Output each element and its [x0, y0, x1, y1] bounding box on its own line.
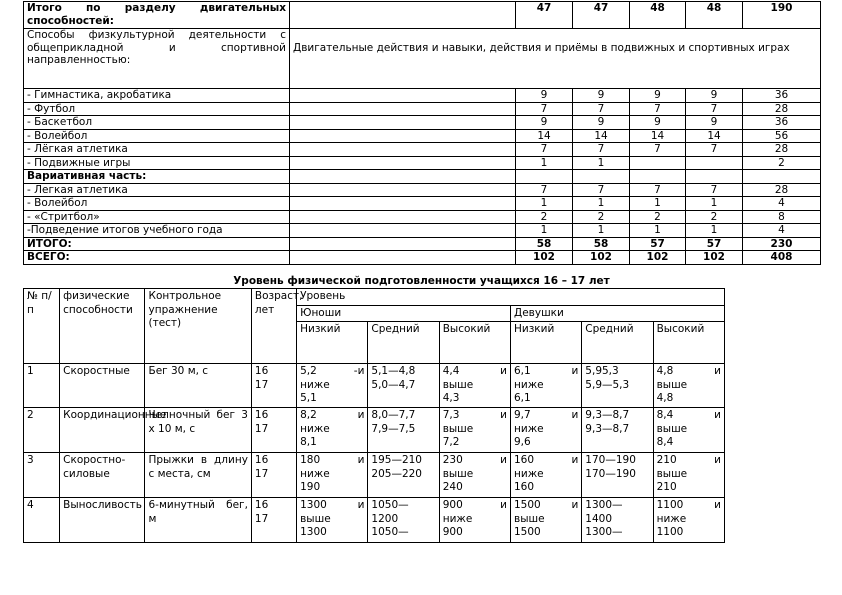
level-value-2: 1500 — [514, 526, 541, 538]
boys-low-cell — [297, 453, 368, 498]
row-empty-cell — [290, 183, 516, 197]
row-age: 16 — [254, 365, 269, 377]
girls-low-cell — [511, 408, 582, 453]
row-label: - Волейбол — [24, 129, 290, 143]
row-value: 7 — [630, 143, 686, 157]
row-value: 57 — [630, 237, 686, 251]
girls-mid-cell — [582, 408, 653, 453]
level-value: 7,3 — [442, 409, 460, 421]
level-value: 6,1 — [514, 365, 531, 377]
level-value-2: 4,3 — [442, 392, 460, 404]
row-value: 14 — [573, 129, 630, 143]
sport-hours-row — [24, 116, 821, 130]
level-range-line: 1050— — [371, 526, 409, 538]
level-value-2: 4,8 — [656, 392, 674, 404]
row-empty-cell — [290, 102, 516, 116]
variative-empty-cell — [573, 170, 630, 184]
level-value: 900 — [442, 499, 463, 511]
level-connector: и — [571, 365, 579, 377]
level-connector: и — [714, 409, 721, 421]
variative-row — [24, 170, 821, 184]
level-range-line: 5,1—4,8 — [371, 365, 416, 377]
row-empty-cell — [290, 156, 516, 170]
row-value: 408 — [743, 251, 821, 265]
row-value: 57 — [686, 237, 743, 251]
boys-mid-cell — [368, 453, 439, 498]
methods-right-cell: Двигательные действия и навыки, действия и приёмы в подвижных и спортивных играх — [290, 29, 821, 89]
total-section-empty-cell — [290, 2, 516, 29]
total-section-label — [24, 2, 290, 29]
row-ages — [251, 498, 296, 543]
row-value: 102 — [516, 251, 573, 265]
header-num: № п/п — [24, 289, 60, 364]
row-value — [630, 156, 686, 170]
row-value: 1 — [573, 197, 630, 211]
row-ability: Координационные — [60, 408, 145, 453]
row-value: 102 — [686, 251, 743, 265]
row-value: 2 — [743, 156, 821, 170]
level-value-2: 8,1 — [300, 436, 317, 448]
row-num: 4 — [24, 498, 60, 543]
level-top-line — [657, 454, 721, 468]
level-word: выше — [656, 378, 688, 391]
header-boys-high: Высокий — [439, 322, 510, 364]
row-value — [686, 156, 743, 170]
level-word: выше — [442, 467, 474, 480]
row-value: 1 — [686, 197, 743, 211]
row-value: 7 — [573, 143, 630, 157]
girls-mid-cell — [582, 498, 653, 543]
total-section-value: 48 — [630, 2, 686, 29]
row-empty-cell — [290, 210, 516, 224]
level-connector: и — [571, 409, 579, 421]
level-top-line — [300, 365, 364, 379]
boys-low-cell — [297, 408, 368, 453]
row-value: 56 — [743, 129, 821, 143]
level-word: ниже — [656, 512, 687, 525]
level-value-2: 7,2 — [442, 436, 460, 448]
row-ability: Скоростные — [60, 364, 145, 408]
level-top-line — [514, 454, 578, 468]
sport-hours-row — [24, 143, 821, 157]
boys-mid-cell — [368, 498, 439, 543]
row-test: Прыжки в длину с места, см — [145, 453, 251, 498]
level-value: 1100 — [656, 499, 684, 511]
level-word: выше — [656, 467, 688, 480]
row-value: 58 — [516, 237, 573, 251]
level-connector: и — [714, 454, 721, 466]
level-word: выше — [656, 422, 688, 435]
level-connector: и — [357, 409, 365, 421]
level-top-line — [300, 454, 364, 468]
level-range-line: 195—210 — [371, 454, 422, 466]
level-range-line: 205—220 — [371, 467, 422, 480]
variative-empty-cell — [516, 170, 573, 184]
row-label: - Гимнастика, акробатика — [24, 89, 290, 103]
level-connector: и — [357, 454, 365, 466]
level-connector: и — [500, 409, 507, 421]
level-top-line — [443, 454, 507, 468]
row-ages — [251, 364, 296, 408]
row-test: Челночный бег 3 х 10 м, с — [145, 408, 251, 453]
row-value: 9 — [516, 116, 573, 130]
level-top-line — [657, 499, 721, 513]
variative-hours-row — [24, 224, 821, 238]
level-top-line — [300, 499, 364, 513]
level-connector: и — [500, 454, 507, 466]
row-value: 2 — [630, 210, 686, 224]
level-value: 1500 — [514, 499, 541, 511]
boys-mid-cell — [368, 408, 439, 453]
level-value: 8,4 — [656, 409, 674, 421]
hours-distribution-table — [23, 1, 821, 265]
boys-high-cell — [439, 408, 510, 453]
sport-hours-row — [24, 102, 821, 116]
row-value: 9 — [516, 89, 573, 103]
header-age: Возраст, лет — [251, 289, 296, 364]
level-value: 180 — [300, 454, 321, 466]
row-ability: Скоростно-силовые — [60, 453, 145, 498]
level-value-2: 1300 — [300, 526, 327, 538]
header-test: Контрольное упражнение (тест) — [145, 289, 251, 364]
header-boys: Юноши — [297, 305, 511, 322]
boys-high-cell — [439, 364, 510, 408]
row-value: 14 — [630, 129, 686, 143]
boys-low-cell — [297, 364, 368, 408]
row-value: 4 — [743, 197, 821, 211]
level-value-2: 900 — [442, 526, 463, 538]
level-connector: и — [357, 499, 365, 511]
row-value: 4 — [743, 224, 821, 238]
header-girls-low: Низкий — [511, 322, 582, 364]
level-range-line: 1050— — [371, 499, 409, 511]
row-label: - Подвижные игры — [24, 156, 290, 170]
row-age: 16 — [254, 409, 269, 421]
level-value: 5,2 — [300, 365, 317, 377]
row-value: 9 — [573, 89, 630, 103]
total-section-value: 190 — [743, 2, 821, 29]
row-empty-cell — [290, 197, 516, 211]
row-ability: Выносливость — [60, 498, 145, 543]
boys-high-cell — [439, 498, 510, 543]
level-top-line — [443, 409, 507, 423]
level-range-line: 9,3—8,7 — [585, 422, 630, 435]
level-word: выше — [300, 512, 331, 525]
row-value: 7 — [686, 102, 743, 116]
row-age: 17 — [254, 378, 269, 391]
total-section-value: 47 — [516, 2, 573, 29]
row-age: 16 — [254, 499, 269, 511]
row-value: 7 — [686, 183, 743, 197]
row-value: 2 — [686, 210, 743, 224]
level-value: 230 — [442, 454, 463, 466]
level-range-line: 8,0—7,7 — [371, 409, 416, 421]
level-word: ниже — [442, 512, 473, 525]
level-range-line: 1300— — [585, 499, 623, 511]
girls-high-cell — [653, 364, 724, 408]
total-section-row — [24, 2, 821, 29]
header-ability: физические способности — [60, 289, 145, 364]
row-value: 2 — [516, 210, 573, 224]
boys-mid-cell — [368, 364, 439, 408]
row-value: 1 — [516, 197, 573, 211]
row-value: 7 — [516, 102, 573, 116]
row-value: 36 — [743, 116, 821, 130]
level-word: ниже — [300, 378, 330, 391]
level-word: выше — [442, 378, 474, 391]
row-value: 7 — [686, 143, 743, 157]
level-value: 8,2 — [300, 409, 317, 421]
row-label: - «Стритбол» — [24, 210, 290, 224]
girls-low-cell — [511, 364, 582, 408]
row-label: - Легкая атлетика — [24, 183, 290, 197]
level-range-line: 1300— — [585, 526, 623, 538]
girls-low-cell — [511, 453, 582, 498]
fitness-row — [24, 408, 725, 453]
level-value-2: 160 — [514, 481, 535, 493]
row-empty-cell — [290, 89, 516, 103]
row-label: - Баскетбол — [24, 116, 290, 130]
row-label: -Подведение итогов учебного года — [24, 224, 290, 238]
row-value: 7 — [573, 102, 630, 116]
row-num: 3 — [24, 453, 60, 498]
level-value: 1300 — [300, 499, 327, 511]
girls-mid-cell — [582, 453, 653, 498]
sport-hours-row — [24, 156, 821, 170]
row-value: 36 — [743, 89, 821, 103]
level-value-2: 240 — [442, 481, 463, 493]
row-value: 14 — [516, 129, 573, 143]
fitness-row — [24, 453, 725, 498]
level-word: выше — [514, 512, 545, 525]
level-word: выше — [442, 422, 474, 435]
fitness-row — [24, 498, 725, 543]
girls-high-cell — [653, 498, 724, 543]
row-value: 14 — [686, 129, 743, 143]
row-value: 1 — [573, 156, 630, 170]
level-top-line — [514, 365, 578, 379]
row-test: Бег 30 м, с — [145, 364, 251, 408]
row-value: 230 — [743, 237, 821, 251]
level-value: 4,4 — [442, 365, 460, 377]
row-value: 7 — [516, 183, 573, 197]
level-connector: и — [714, 365, 721, 377]
level-word: ниже — [514, 467, 544, 480]
girls-mid-cell — [582, 364, 653, 408]
level-connector: и — [500, 365, 507, 377]
row-value: 102 — [630, 251, 686, 265]
variative-hours-row — [24, 183, 821, 197]
level-range-line: 1400 — [585, 512, 613, 525]
variative-empty-cell — [743, 170, 821, 184]
variative-label: Вариативная часть: — [24, 170, 290, 184]
row-value: 28 — [743, 102, 821, 116]
row-ages — [251, 408, 296, 453]
variative-hours-row — [24, 210, 821, 224]
row-value: 7 — [516, 143, 573, 157]
total-row — [24, 251, 821, 265]
row-label: ВСЕГО: — [24, 251, 290, 265]
row-value: 1 — [516, 156, 573, 170]
row-num: 2 — [24, 408, 60, 453]
level-top-line — [514, 499, 578, 513]
level-word: ниже — [300, 467, 330, 480]
variative-empty-cell — [630, 170, 686, 184]
row-label: - Футбол — [24, 102, 290, 116]
header-girls: Девушки — [511, 305, 725, 322]
row-value: 8 — [743, 210, 821, 224]
level-value: 9,7 — [514, 409, 531, 421]
level-top-line — [514, 409, 578, 423]
row-value: 2 — [573, 210, 630, 224]
level-range-line: 5,9—5,3 — [585, 378, 630, 391]
level-value-2: 9,6 — [514, 436, 531, 448]
level-value-2: 210 — [656, 481, 677, 493]
level-word: ниже — [300, 422, 330, 435]
level-range-line: 170—190 — [585, 467, 636, 480]
row-label: - Лёгкая атлетика — [24, 143, 290, 157]
header-row-1 — [24, 289, 725, 306]
sport-hours-row — [24, 129, 821, 143]
level-top-line — [443, 365, 507, 379]
level-range-line: 7,9—7,5 — [371, 422, 416, 435]
girls-high-cell — [653, 453, 724, 498]
row-empty-cell — [290, 251, 516, 265]
row-value: 9 — [686, 116, 743, 130]
level-value-2: 5,1 — [300, 392, 317, 404]
total-section-value: 47 — [573, 2, 630, 29]
row-value: 9 — [630, 116, 686, 130]
row-value: 9 — [573, 116, 630, 130]
row-value: 7 — [630, 102, 686, 116]
level-range-line: 5,0—4,7 — [371, 378, 416, 391]
level-value-2: 1100 — [656, 526, 684, 538]
row-num: 1 — [24, 364, 60, 408]
row-age: 17 — [254, 467, 269, 480]
fitness-level-table — [23, 288, 725, 543]
row-value: 9 — [686, 89, 743, 103]
level-value: 210 — [656, 454, 677, 466]
level-connector: и — [714, 499, 721, 511]
variative-empty-cell — [290, 170, 516, 184]
row-value: 102 — [573, 251, 630, 265]
level-value: 4,8 — [656, 365, 674, 377]
methods-left-cell: Способы физкультурной деятельности с общеприкладной и спортивной направленностью: — [24, 29, 290, 89]
sport-hours-row — [24, 89, 821, 103]
row-age: 17 — [254, 512, 269, 525]
row-value: 9 — [630, 89, 686, 103]
level-top-line — [443, 499, 507, 513]
row-empty-cell — [290, 237, 516, 251]
row-value: 1 — [516, 224, 573, 238]
level-connector: и — [571, 454, 579, 466]
row-label: ИТОГО: — [24, 237, 290, 251]
header-girls-mid: Средний — [582, 322, 653, 364]
row-empty-cell — [290, 129, 516, 143]
row-value: 1 — [630, 224, 686, 238]
row-value: 7 — [573, 183, 630, 197]
level-connector: -и — [353, 365, 365, 377]
row-empty-cell — [290, 224, 516, 238]
level-range-line: 1200 — [371, 512, 399, 525]
level-range-line: 9,3—8,7 — [585, 409, 630, 421]
fitness-table-title: Уровень физической подготовленности учащихся 16 – 17 лет — [233, 275, 610, 287]
level-top-line — [657, 365, 721, 379]
variative-hours-row — [24, 197, 821, 211]
header-boys-mid: Средний — [368, 322, 439, 364]
header-level: Уровень — [297, 289, 725, 306]
level-word: ниже — [514, 422, 544, 435]
level-value-2: 6,1 — [514, 392, 531, 404]
row-label: - Волейбол — [24, 197, 290, 211]
level-word: ниже — [514, 378, 544, 391]
row-ages — [251, 453, 296, 498]
row-value: 28 — [743, 143, 821, 157]
level-connector: и — [500, 499, 507, 511]
row-empty-cell — [290, 116, 516, 130]
row-value: 1 — [686, 224, 743, 238]
row-value: 1 — [573, 224, 630, 238]
level-value: 160 — [514, 454, 535, 466]
boys-high-cell — [439, 453, 510, 498]
level-top-line — [300, 409, 364, 423]
total-section-label-line1: Итого по разделу двигательных — [27, 2, 286, 14]
boys-low-cell — [297, 498, 368, 543]
girls-high-cell — [653, 408, 724, 453]
level-range-line: 5,95,3 — [585, 365, 619, 377]
level-connector: и — [571, 499, 579, 511]
row-age: 16 — [254, 454, 269, 466]
level-value-2: 190 — [300, 481, 321, 493]
row-empty-cell — [290, 143, 516, 157]
level-value-2: 8,4 — [656, 436, 674, 448]
row-value: 58 — [573, 237, 630, 251]
total-section-value: 48 — [686, 2, 743, 29]
total-section-label-line2: способностей: — [27, 14, 114, 27]
fitness-row — [24, 364, 725, 408]
header-boys-low: Низкий — [297, 322, 368, 364]
row-age: 17 — [254, 422, 269, 435]
row-test: 6-минутный бег, м — [145, 498, 251, 543]
variative-empty-cell — [686, 170, 743, 184]
total-row — [24, 237, 821, 251]
row-value: 7 — [630, 183, 686, 197]
header-girls-high: Высокий — [653, 322, 724, 364]
level-range-line: 170—190 — [585, 454, 636, 466]
girls-low-cell — [511, 498, 582, 543]
level-top-line — [657, 409, 721, 423]
methods-row — [24, 29, 821, 89]
row-value: 1 — [630, 197, 686, 211]
row-value: 28 — [743, 183, 821, 197]
